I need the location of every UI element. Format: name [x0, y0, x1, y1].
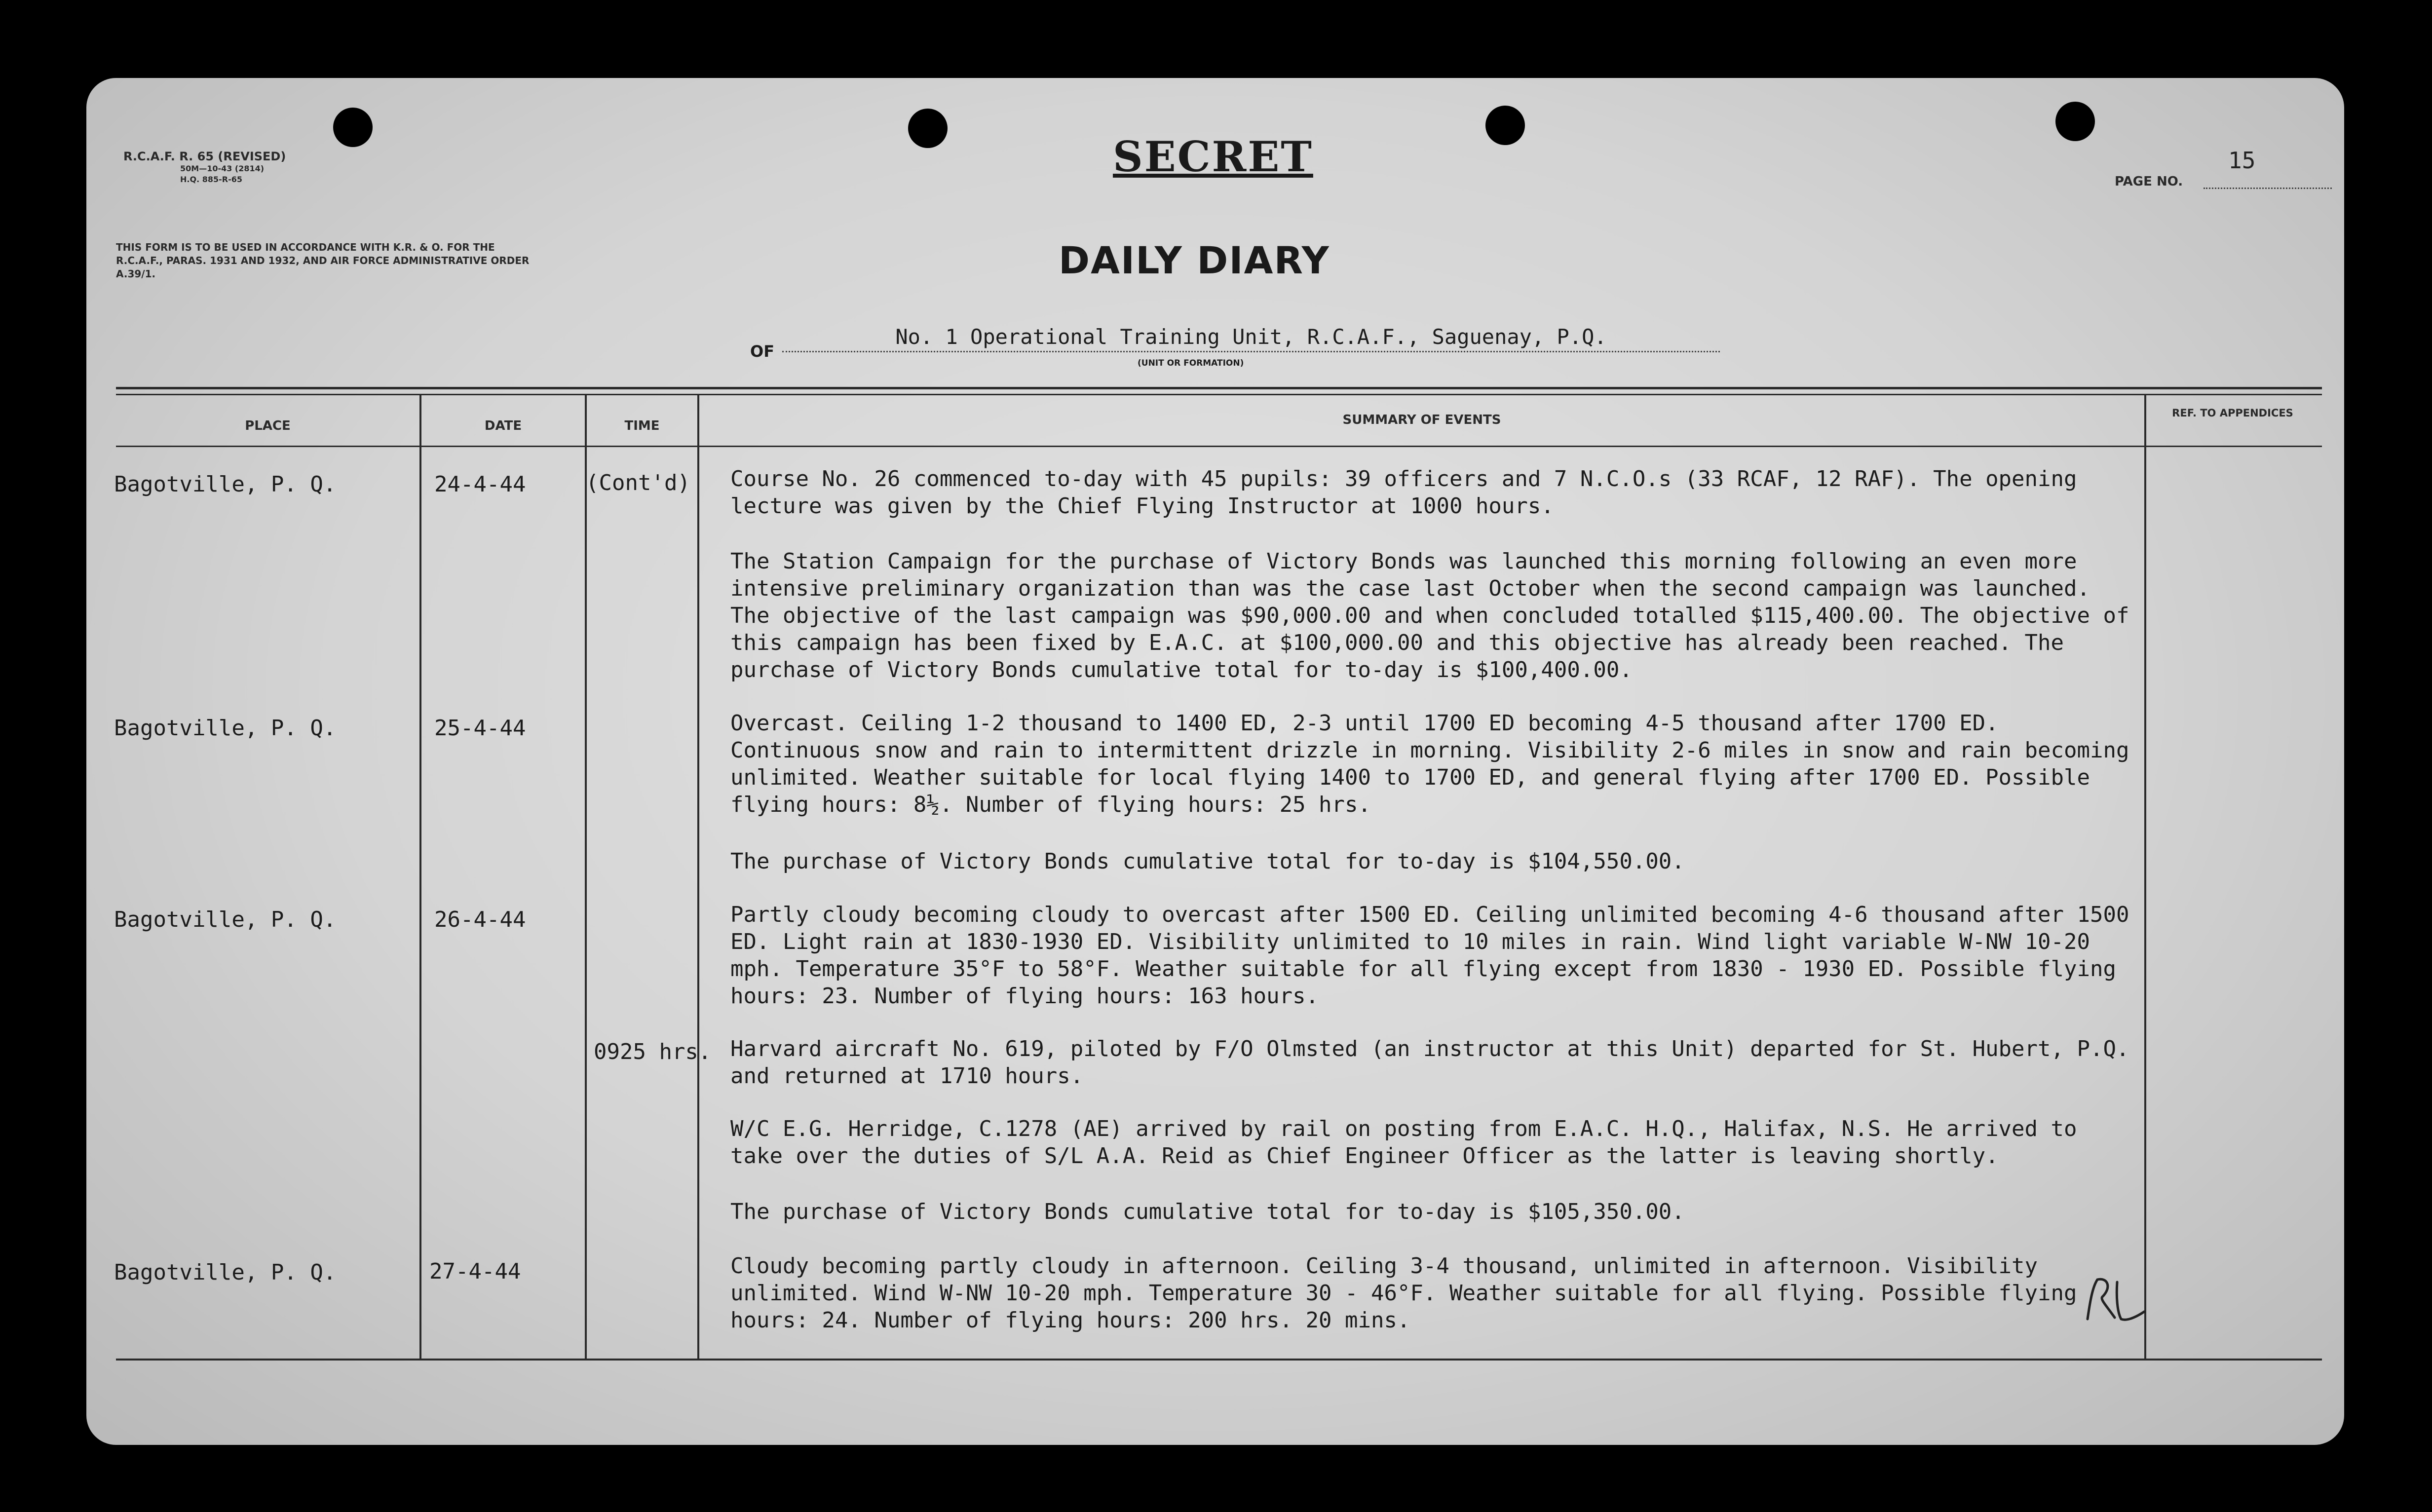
unit-caption: (UNIT OR FORMATION): [1138, 358, 1244, 368]
punch-hole: [908, 109, 948, 148]
table-top-rule: [116, 394, 2322, 395]
unit-name: No. 1 Operational Training Unit, R.C.A.F., Saguenay, P.Q.: [782, 325, 1720, 352]
column-header-place: PLACE: [245, 418, 291, 433]
diary-entry: The purchase of Victory Bonds cumulative total for to-day is $104,550.00.: [730, 849, 1685, 874]
row-date: 26-4-44: [434, 907, 526, 932]
row-date: 25-4-44: [434, 716, 526, 741]
form-reference: [123, 150, 286, 185]
row-time: (Cont'd): [586, 470, 690, 495]
table-top-rule: [116, 387, 2322, 389]
header-rule: [116, 446, 2322, 447]
classification-stamp: SECRET: [1113, 132, 1313, 181]
page-number-line: [2204, 188, 2332, 189]
diary-form-card: [86, 78, 2344, 1445]
diary-entry: Partly cloudy becoming cloudy to overcast after 1500 ED. Ceiling unlimited becoming 4-6 thousand after 1500 ED. Light rain at 1830-1930 ED. Visibility unlimited to 10 miles in rain. Wind light variable W-NW 10-20 mph. Temperature 35°F to 58°F. Weather suitable for all flying except from 1830 - 1930 ED. Possible flying hours: 23. Number of flying hours: 163 hours.: [730, 902, 2129, 1009]
row-date: 27-4-44: [429, 1259, 521, 1284]
diary-entry: The Station Campaign for the purchase of Victory Bonds was launched this morning following an even more intensive preliminary organization than was the case last October when the second campaign was launched. The objective of the last campaign was $90,000.00 and when concluded totalled $115,400.00. The objective of this campaign has been fixed by E.A.C. at $100,000.00 and this objective has already been reached. The purchase of Victory Bonds cumulative total for to-day is $100,400.00.: [730, 549, 2129, 682]
column-header-date: DATE: [484, 418, 522, 433]
row-place: Bagotville, P. Q.: [114, 716, 337, 741]
diary-entry: Harvard aircraft No. 619, piloted by F/O Olmsted (an instructor at this Unit) departed for St. Hubert, P.Q. and returned at 1710 hours.: [730, 1036, 2129, 1089]
diary-entry: The purchase of Victory Bonds cumulative total for to-day is $105,350.00.: [730, 1199, 1685, 1224]
page-number: 15: [2228, 147, 2256, 174]
print-code: H.Q. 885-R-65: [180, 175, 242, 184]
diary-entry: Overcast. Ceiling 1-2 thousand to 1400 ED, 2-3 until 1700 ED becoming 4-5 thousand after 1700 ED. Continuous snow and rain to intermittent drizzle in morning. Visibility 2-6 miles in snow and rain becoming unlimited. Weather suitable for local flying 1400 to 1700 ED, and general flying after 1700 ED. Possible flying hours: 8½. Number of flying hours: 25 hrs.: [730, 711, 2129, 817]
diary-entry: W/C E.G. Herridge, C.1278 (AE) arrived by rail on posting from E.A.C. H.Q., Halifax, N.S. He arrived to take over the duties of S/L A.A. Reid as Chief Engineer Officer as the latter is leaving shortly.: [730, 1116, 2077, 1169]
row-time: 0925 hrs.: [594, 1039, 712, 1064]
column-divider: [419, 395, 421, 1360]
column-header-time: TIME: [624, 418, 660, 433]
diary-entry: Course No. 26 commenced to-day with 45 pupils: 39 officers and 7 N.C.O.s (33 RCAF, 12 RAF). The opening lecture was given by the Chief Flying Instructor at 1000 hours.: [730, 466, 2077, 519]
diary-entry: Cloudy becoming partly cloudy in afternoon. Ceiling 3-4 thousand, unlimited in afternoon. Visibility unlimited. Wind W-NW 10-20 mph. Temperature 30 - 46°F. Weather suitable for all flying. Possible flying hours: 24. Number of flying hours: 200 hrs. 20 mins.: [730, 1253, 2077, 1333]
row-place: Bagotville, P. Q.: [114, 1260, 337, 1285]
form-usage-note: THIS FORM IS TO BE USED IN ACCORDANCE WITH K.R. & O. FOR THE R.C.A.F., PARAS. 1931 AND 1932, AND AIR FORCE ADMINISTRATIVE ORDER A.39/1.: [116, 241, 530, 280]
punch-hole: [1485, 106, 1525, 145]
column-header-summary: SUMMARY OF EVENTS: [1342, 413, 1501, 427]
punch-hole: [2055, 102, 2095, 141]
page-number-label: PAGE NO.: [2115, 174, 2183, 189]
row-date: 24-4-44: [434, 472, 526, 497]
page-title: DAILY DIARY: [1059, 238, 1330, 282]
row-place: Bagotville, P. Q.: [114, 472, 337, 497]
handwritten-initials: [2078, 1272, 2152, 1326]
table-bottom-rule: [116, 1359, 2322, 1361]
column-divider: [585, 395, 587, 1360]
unit-of-label: OF: [750, 342, 775, 361]
column-divider: [2144, 395, 2146, 1360]
punch-hole: [333, 108, 373, 147]
row-place: Bagotville, P. Q.: [114, 907, 337, 932]
form-number: R.C.A.F. R. 65 (REVISED): [123, 150, 286, 163]
print-code: 50M—10-43 (2814): [180, 164, 265, 173]
column-header-appendices: REF. TO APPENDICES: [2172, 407, 2293, 419]
column-divider: [697, 395, 699, 1360]
